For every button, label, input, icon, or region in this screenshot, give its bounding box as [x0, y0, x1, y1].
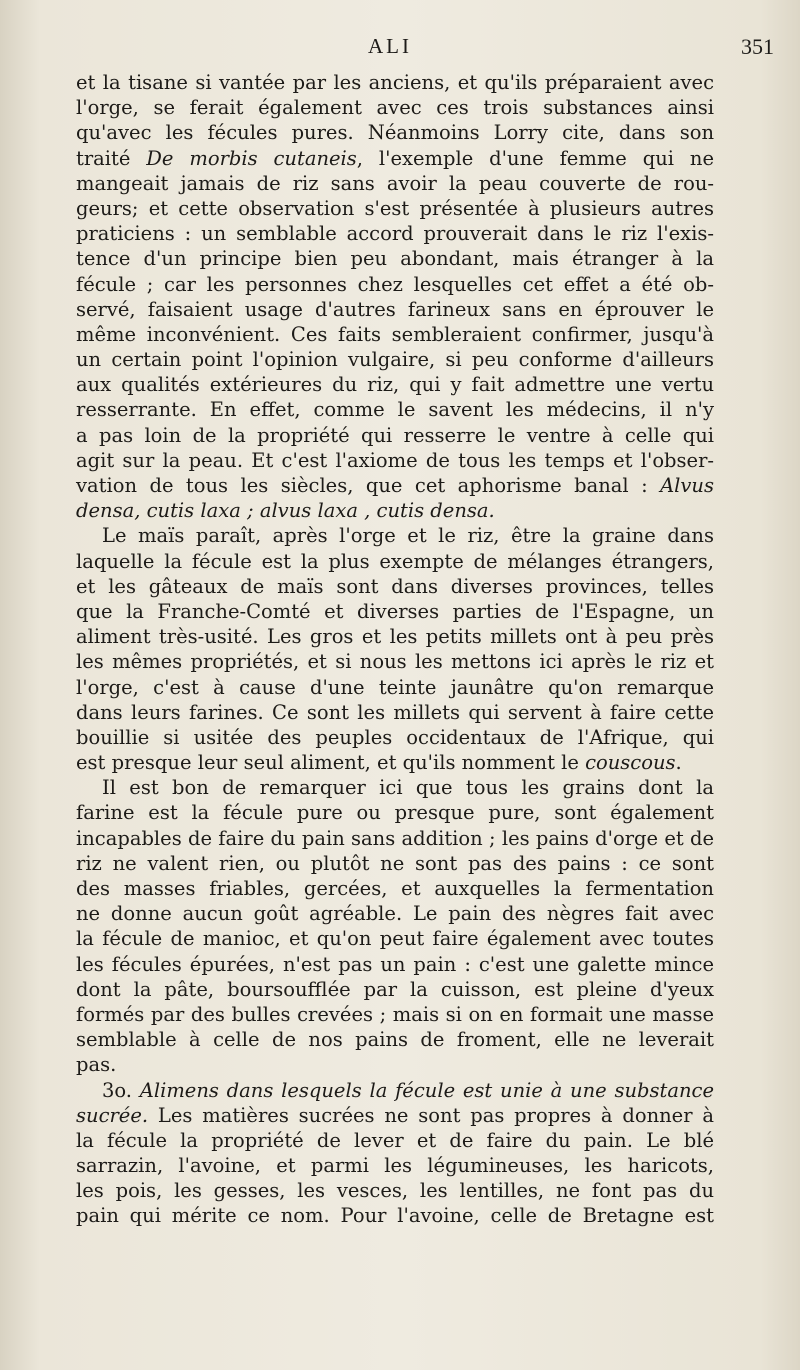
text-span: fécule ; car les personnes chez lesquelles cet effet a été ob-: [76, 272, 714, 296]
text-line: [76, 675, 714, 700]
text-span: même inconvénient. Ces faits sembleraient confirmer, jusqu'à: [76, 322, 714, 346]
text-line: [76, 649, 714, 674]
text-line: [76, 372, 714, 397]
text-span: l'orge, se ferait également avec ces trois substances ainsi: [76, 96, 714, 120]
text-span: servé, faisaient usage d'autres farineux sans en éprouver le: [76, 297, 714, 321]
text-line: [76, 1128, 714, 1153]
text-span: bouillie si usitée des peuples occidentaux de l'Afrique, qui: [76, 725, 714, 749]
text-span: 3o.: [102, 1078, 140, 1102]
text-line: [76, 599, 714, 624]
body-text: [76, 70, 714, 1229]
text-span: dans leurs farines. Ce sont les millets qui servent à faire cette: [76, 700, 714, 724]
text-line: [76, 1078, 714, 1103]
text-line: [76, 1027, 714, 1052]
text-span: l'orge, c'est à cause d'une teinte jaunâtre qu'on remarque: [76, 675, 714, 699]
text-span: vation de tous les siècles, que cet aphorisme banal :: [76, 474, 661, 497]
text-line: [76, 1178, 714, 1203]
text-span: praticiens : un semblable accord prouverait dans le riz l'exis-: [76, 222, 714, 246]
text-line: [76, 700, 714, 725]
text-span: sarrazin, l'avoine, et parmi les légumineuses, les haricots,: [76, 1154, 714, 1178]
text-span: ne donne aucun goût agréable. Le pain des nègres fait avec: [76, 902, 714, 926]
text-span: geurs; et cette observation s'est présentée à plusieurs autres: [76, 196, 714, 220]
text-span: farine est la fécule pure ou presque pure, sont également: [76, 801, 714, 825]
italic-text: Alvus: [660, 474, 714, 497]
text-line: [76, 397, 714, 422]
text-span: la fécule la propriété de lever et de faire du pain. Le blé: [76, 1128, 714, 1152]
text-line: [76, 1002, 714, 1027]
text-line: [76, 473, 714, 498]
text-line: [76, 423, 714, 448]
text-span: traité: [76, 146, 147, 170]
running-title: ALI: [368, 34, 412, 58]
text-span: les fécules épurées, n'est pas un pain : c'est une galette mince: [76, 952, 714, 976]
text-span: aliment très-usité. Les gros et les petits millets ont à peu près: [76, 625, 714, 649]
text-line: [76, 926, 714, 951]
text-span: des masses friables, gercées, et auxquelles la fermentation: [76, 877, 714, 900]
text-span: incapables de faire du pain sans addition ; les pains d'orge et de: [76, 826, 714, 850]
text-span: les pois, les gesses, les vesces, les lentilles, ne font pas du: [76, 1179, 714, 1203]
text-line: [76, 1203, 714, 1228]
text-line: [76, 876, 714, 901]
text-span: qu'avec les fécules pures. Néanmoins Lorry cite, dans son: [76, 121, 714, 145]
text-line: [76, 322, 714, 347]
text-span: a pas loin de la propriété qui resserre le ventre à celle qui: [76, 423, 714, 447]
text-line: [76, 750, 714, 775]
text-span: resserrante. En effet, comme le savent les médecins, il n'y: [76, 398, 714, 422]
text-line: [76, 549, 714, 574]
text-line: [76, 448, 714, 473]
italic-text: sucrée.: [76, 1103, 149, 1127]
text-line: [76, 624, 714, 649]
text-line: [76, 826, 714, 851]
text-span: les mêmes propriétés, et si nous les mettons ici après le riz et: [76, 650, 714, 674]
text-line: [76, 851, 714, 876]
text-line: [76, 725, 714, 750]
italic-text: couscous: [585, 751, 676, 775]
text-line: [76, 523, 714, 548]
text-line: [76, 171, 714, 196]
text-line: [76, 1103, 714, 1128]
text-span: est presque leur seul aliment, et qu'ils nomment le: [76, 751, 586, 775]
text-span: et la tisane si vantée par les anciens, et qu'ils préparaient avec: [76, 71, 714, 94]
page-number: 351: [741, 34, 774, 59]
italic-text: Alimens dans lesquels la fécule est unie à une substance: [139, 1078, 714, 1102]
text-span: Le maïs paraît, après l'orge et le riz, être la graine dans: [102, 524, 714, 548]
text-span: dont la pâte, boursoufflée par la cuisson, est pleine d'yeux: [76, 977, 714, 1001]
text-span: pas.: [76, 1053, 117, 1077]
text-line: [76, 952, 714, 977]
text-line: [76, 901, 714, 926]
text-span: mangeait jamais de riz sans avoir la peau couverte de rou-: [76, 171, 714, 195]
text-line: [76, 70, 714, 95]
text-line: [76, 498, 714, 523]
text-line: [76, 1052, 714, 1077]
text-span: .: [675, 751, 682, 775]
text-line: [76, 246, 714, 271]
italic-text: densa, cutis laxa ; alvus laxa , cutis densa.: [76, 499, 495, 523]
text-line: [76, 146, 714, 171]
text-span: la fécule de manioc, et qu'on peut faire également avec toutes: [76, 927, 714, 951]
text-line: [76, 775, 714, 800]
text-span: que la Franche-Comté et diverses parties de l'Espagne, un: [76, 599, 714, 623]
text-span: , l'exemple d'une femme qui ne: [356, 146, 714, 170]
text-span: et les gâteaux de maïs sont dans diverses provinces, telles: [76, 574, 714, 598]
text-span: Les matières sucrées ne sont pas propres à donner à: [148, 1103, 714, 1127]
text-line: [76, 272, 714, 297]
text-span: aux qualités extérieures du riz, qui y fait admettre une vertu: [76, 373, 714, 397]
text-line: [76, 1153, 714, 1178]
italic-text: De morbis cutaneis: [146, 146, 357, 170]
text-line: [76, 800, 714, 825]
text-line: [76, 95, 714, 120]
text-line: [76, 221, 714, 246]
text-span: semblable à celle de nos pains de froment, elle ne leverait: [76, 1028, 714, 1052]
running-head: [0, 34, 800, 70]
text-line: [76, 196, 714, 221]
text-line: [76, 297, 714, 322]
text-span: agit sur la peau. Et c'est l'axiome de tous les temps et l'obser-: [76, 448, 714, 472]
text-span: un certain point l'opinion vulgaire, si peu conforme d'ailleurs: [76, 348, 714, 372]
text-line: [76, 120, 714, 145]
text-span: laquelle la fécule est la plus exempte de mélanges étrangers,: [76, 549, 714, 573]
text-span: formés par des bulles crevées ; mais si on en formait une masse: [76, 1002, 714, 1026]
text-span: pain qui mérite ce nom. Pour l'avoine, celle de Bretagne est: [76, 1204, 714, 1228]
text-span: riz ne valent rien, ou plutôt ne sont pas des pains : ce sont: [76, 851, 714, 875]
text-line: [76, 977, 714, 1002]
text-span: Il est bon de remarquer ici que tous les grains dont la: [102, 776, 714, 800]
text-span: tence d'un principe bien peu abondant, mais étranger à la: [76, 247, 714, 271]
text-line: [76, 347, 714, 372]
text-line: [76, 574, 714, 599]
